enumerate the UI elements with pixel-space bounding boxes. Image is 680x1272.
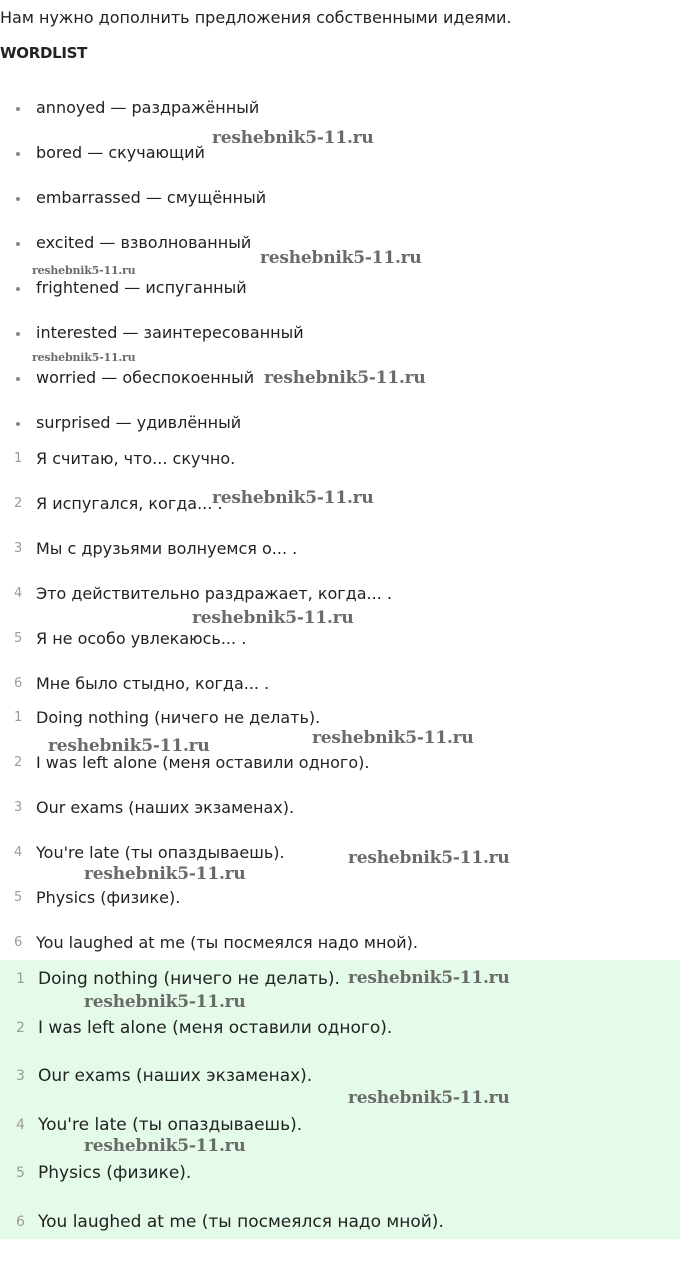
bullet-icon bbox=[16, 422, 20, 426]
item-number: 1 bbox=[14, 451, 23, 466]
prompt-text: Мы с друзьями волнуемся о... . bbox=[36, 539, 298, 558]
answer-text: You're late (ты опаздываешь). bbox=[38, 1114, 303, 1135]
item-number: 3 bbox=[14, 541, 23, 556]
answer-text: You're late (ты опаздываешь). bbox=[36, 843, 285, 862]
watermark: reshebnik5-11.ru bbox=[348, 968, 510, 988]
item-number: 1 bbox=[14, 710, 23, 725]
answer-text: Doing nothing (ничего не делать). bbox=[38, 969, 340, 989]
watermark: reshebnik5-11.ru bbox=[84, 864, 246, 884]
watermark: reshebnik5-11.ru bbox=[212, 128, 374, 148]
wordlist-entry: surprised — удивлённый bbox=[36, 413, 242, 432]
watermark: reshebnik5-11.ru bbox=[32, 264, 136, 277]
prompt-text: Мне было стыдно, когда... . bbox=[36, 674, 270, 693]
wordlist-entry: excited — взволнованный bbox=[36, 233, 252, 252]
watermark: reshebnik5-11.ru bbox=[348, 1088, 510, 1108]
answer-text: You laughed at me (ты посмеялся надо мной). bbox=[36, 933, 418, 952]
answer-text: You laughed at me (ты посмеялся надо мной). bbox=[38, 1211, 444, 1232]
item-number: 2 bbox=[16, 1019, 25, 1036]
watermark: reshebnik5-11.ru bbox=[260, 248, 422, 268]
item-number: 5 bbox=[14, 631, 23, 646]
answer-text: Physics (физике). bbox=[36, 888, 181, 907]
watermark: reshebnik5-11.ru bbox=[192, 608, 354, 628]
answer-text: Our exams (наших экзаменах). bbox=[38, 1066, 313, 1086]
answer-text: Our exams (наших экзаменах). bbox=[36, 798, 295, 817]
answer-text: Doing nothing (ничего не делать). bbox=[36, 708, 321, 727]
wordlist-entry: frightened — испуганный bbox=[36, 278, 247, 297]
watermark: reshebnik5-11.ru bbox=[264, 368, 426, 388]
bullet-icon bbox=[16, 197, 20, 201]
watermark: reshebnik5-11.ru bbox=[312, 728, 474, 748]
item-number: 6 bbox=[14, 676, 23, 691]
bullet-icon bbox=[16, 152, 20, 156]
wordlist-entry: bored — скучающий bbox=[36, 143, 205, 162]
watermark: reshebnik5-11.ru bbox=[348, 848, 510, 868]
answer-text: Physics (физике). bbox=[38, 1163, 192, 1183]
item-number: 6 bbox=[16, 1213, 25, 1230]
item-number: 3 bbox=[14, 800, 23, 815]
bullet-icon bbox=[16, 287, 20, 291]
bullet-icon bbox=[16, 242, 20, 246]
wordlist-entry: interested — заинтересованный bbox=[36, 323, 304, 342]
item-number: 6 bbox=[14, 935, 23, 950]
prompt-text: Это действительно раздражает, когда... . bbox=[36, 584, 392, 603]
bullet-icon bbox=[16, 377, 20, 381]
answer-text: I was left alone (меня оставили одного). bbox=[38, 1017, 393, 1038]
item-number: 2 bbox=[14, 755, 23, 770]
wordlist-heading: WORDLIST bbox=[0, 44, 88, 62]
prompt-text: Я не особо увлекаюсь... . bbox=[36, 629, 247, 648]
item-number: 4 bbox=[14, 845, 23, 860]
answer-text: I was left alone (меня оставили одного). bbox=[36, 753, 370, 772]
prompt-text: Я считаю, что... скучно. bbox=[36, 449, 236, 468]
item-number: 4 bbox=[14, 586, 23, 601]
wordlist-entry: embarrassed — смущённый bbox=[36, 188, 267, 207]
item-number: 5 bbox=[16, 1165, 25, 1181]
item-number: 2 bbox=[14, 496, 23, 511]
intro-text: Нам нужно дополнить предложения собственными идеями. bbox=[0, 8, 512, 27]
bullet-icon bbox=[16, 107, 20, 111]
item-number: 3 bbox=[16, 1068, 25, 1084]
item-number: 4 bbox=[16, 1116, 25, 1133]
watermark: reshebnik5-11.ru bbox=[212, 488, 374, 508]
wordlist-entry: worried — обеспокоенный bbox=[36, 368, 255, 387]
wordlist-entry: annoyed — раздражённый bbox=[36, 98, 260, 117]
bullet-icon bbox=[16, 332, 20, 336]
watermark: reshebnik5-11.ru bbox=[48, 736, 210, 756]
watermark: reshebnik5-11.ru bbox=[84, 1136, 246, 1156]
watermark: reshebnik5-11.ru bbox=[84, 992, 246, 1012]
prompt-text: Я испугался, когда... . bbox=[36, 494, 223, 513]
item-number: 5 bbox=[14, 890, 23, 905]
item-number: 1 bbox=[16, 971, 25, 987]
watermark: reshebnik5-11.ru bbox=[32, 351, 136, 364]
